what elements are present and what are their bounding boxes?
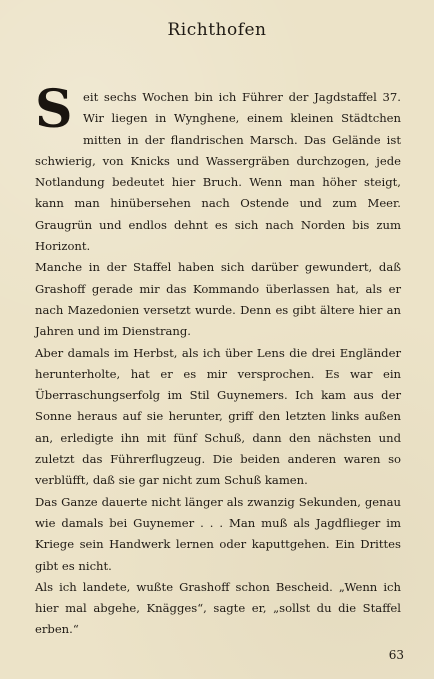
paragraph-1	[35, 79, 401, 257]
body-text	[35, 79, 401, 641]
page-number: 63	[388, 648, 404, 662]
paragraph-3: Aber damals im Herbst, als ich über Lens die drei Engländer herunterholte, hat er es mir versprochen. Es war ein Überraschungserfolg im Stil Guynemers. Ich kam aus der Sonne heraus auf sie herunter, griff den letzten links außen an, erledigte ihn mit fünf Schuß, dann den nächsten und zuletzt das Führerflugzeug. Die beiden anderen waren so verblüfft, daß sie gar nicht zum Schuß kamen.	[35, 345, 401, 488]
paragraph-5: Als ich landete, wußte Grashoff schon Bescheid. „Wenn ich hier mal abgehe, Knägges“, sagte er, „sollst du die Staffel erben.“	[35, 579, 401, 637]
paragraph-4: Das Ganze dauerte nicht länger als zwanzig Sekunden, genau wie damals bei Guynemer . . . Man muß als Jagdflieger im Kriege sein Handwerk lernen oder kaputtgehen. Ein Drittes gibt es nicht.	[35, 494, 401, 573]
paragraph-2: Manche in der Staffel haben sich darüber gewundert, daß Grashoff gerade mir das Kommando überlassen hat, als er nach Mazedonien versetzt wurde. Denn es gibt ältere hier an Jahren und im Dienstrang.	[35, 260, 401, 339]
running-head: Richthofen	[167, 20, 267, 40]
paragraph-1-text: eit sechs Wochen bin ich Führer der Jagdstaffel 37. Wir liegen in Wynghene, einem kleinen Städtchen mitten in der flandrischen Marsch. Das Gelände ist schwierig, von Knicks und Wassergräben durchzogen, jede Notlandung bedeutet hier Bruch. Wenn man höher steigt, kann man hinübersehen nach Ostende und zum Meer. Graugrün und endlos dehnt es sich nach Norden bis zum Horizont.	[35, 90, 401, 254]
drop-cap: S	[35, 79, 73, 140]
